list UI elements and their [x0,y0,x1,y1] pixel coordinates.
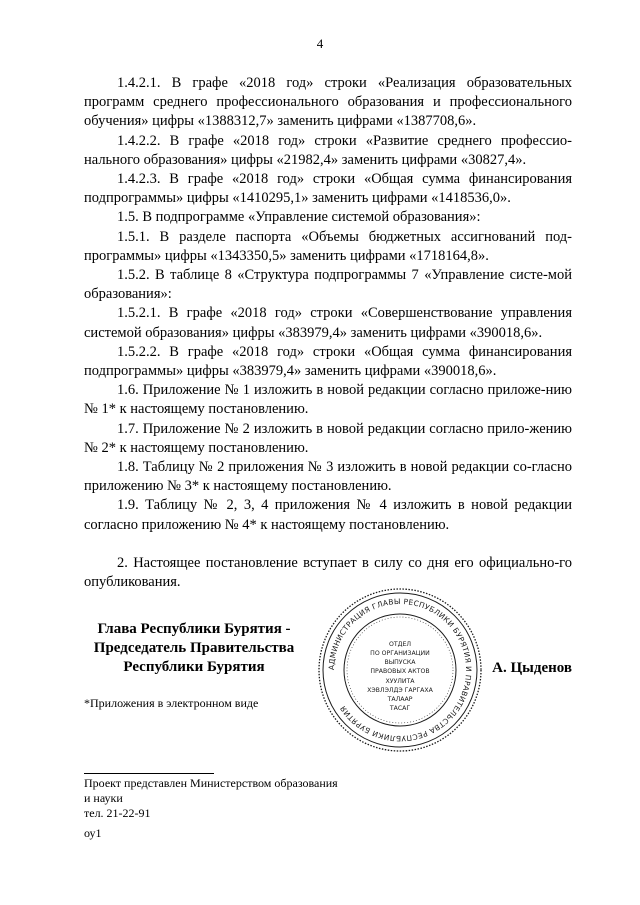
paragraph-1-5-2-1: 1.5.2.1. В графе «2018 год» строки «Совершенствование управления системой образования» цифры «383979,4» заменить цифрами «390018,6». [84,305,572,341]
paragraph-1-5-1: 1.5.1. В разделе паспорта «Объемы бюджетных ассигнований под-программы» цифры «1343350,5» заменить цифрами «1718164,8». [84,228,572,264]
page-number: 4 [316,36,324,51]
seal-ring-text: АДМИНИСТРАЦИЯ ГЛАВЫ РЕСПУБЛИКИ БУРЯТИЯ И ПРАВИТЕЛЬСТВА РЕСПУБЛИКИ БУРЯТИЯ [326,596,474,744]
seal-center-line: ХЭВЛЭЛДЭ ГАРГАХА [367,687,433,694]
paragraph-1-5: 1.5. В подпрограмме «Управление системой образования»: [117,209,481,226]
paragraph-gap [84,535,572,554]
official-seal [316,586,484,754]
seal-center-line: ПО ОРГАНИЗАЦИИ [370,650,430,657]
body-text [84,74,572,592]
document-code: оу1 [84,826,102,840]
paragraph-1-4-2-2: 1.4.2.2. В графе «2018 год» строки «Развитие среднего профессио-нального образования» цифры «21982,4» заменить цифрами «30827,4». [84,132,572,168]
project-note [84,776,338,821]
signatory-title-line: Республики Бурятия [123,659,265,675]
seal-center-line: ТАЛААР [387,696,413,703]
signatory-title [84,620,304,677]
paragraph-2: 2. Настоящее постановление вступает в силу со дня его официально-го опубликования. [84,554,572,591]
seal-center-line: ПРАВОВЫХ АКТОВ [370,668,430,675]
seal-center-line: ТАСАГ [389,705,411,712]
project-note-line: и науки [84,791,123,805]
paragraph-1-9: 1.9. Таблицу № 2, 3, 4 приложения № 4 изложить в новой редакции согласно приложению № 4* к настоящему постановлению. [84,497,572,533]
signatory-title-line: Глава Республики Бурятия - [97,621,291,637]
signatory-title-line: Председатель Правительства [93,640,295,656]
appendix-note: *Приложения в электронном виде [84,696,259,710]
paragraph-1-4-2-3: 1.4.2.3. В графе «2018 год» строки «Общая сумма финансирования подпрограммы» цифры «1410295,1» заменить цифрами «1418536,0». [84,171,572,207]
signatory-name: А. Цыденов [492,660,572,676]
paragraph-1-5-2-2: 1.5.2.2. В графе «2018 год» строки «Общая сумма финансирования подпрограммы» цифры «383979,4» заменить цифрами «390018,6». [84,343,572,380]
seal-center-line: ВЫПУСКА [384,659,416,666]
paragraph-1-8: 1.8. Таблицу № 2 приложения № 3 изложить в новой редакции со-гласно приложению № 3* к настоящему постановлению. [84,459,572,495]
seal-center-line: ОТДЕЛ [388,641,412,648]
paragraph-1-6: 1.6. Приложение № 1 изложить в новой редакции согласно приложе-нию № 1* к настоящему постановлению. [84,382,572,418]
paragraph-1-4-2-1: 1.4.2.1. В графе «2018 год» строки «Реализация образовательных программ среднего профессионального образования и профессионального обучения» цифры «1388312,7» заменить цифрами «1387708,6». [84,75,572,130]
project-note-line: Проект представлен Министерством образования [84,776,338,790]
project-phone: тел. 21-22-91 [84,806,151,820]
seal-center-line: ХУУЛИТА [385,678,415,685]
paragraph-1-7: 1.7. Приложение № 2 изложить в новой редакции согласно прило-жению № 2* к настоящему постановлению. [84,420,572,456]
footnote-divider [84,773,214,774]
paragraph-1-5-2: 1.5.2. В таблице 8 «Структура подпрограммы 7 «Управление систе-мой образования»: [84,267,572,303]
